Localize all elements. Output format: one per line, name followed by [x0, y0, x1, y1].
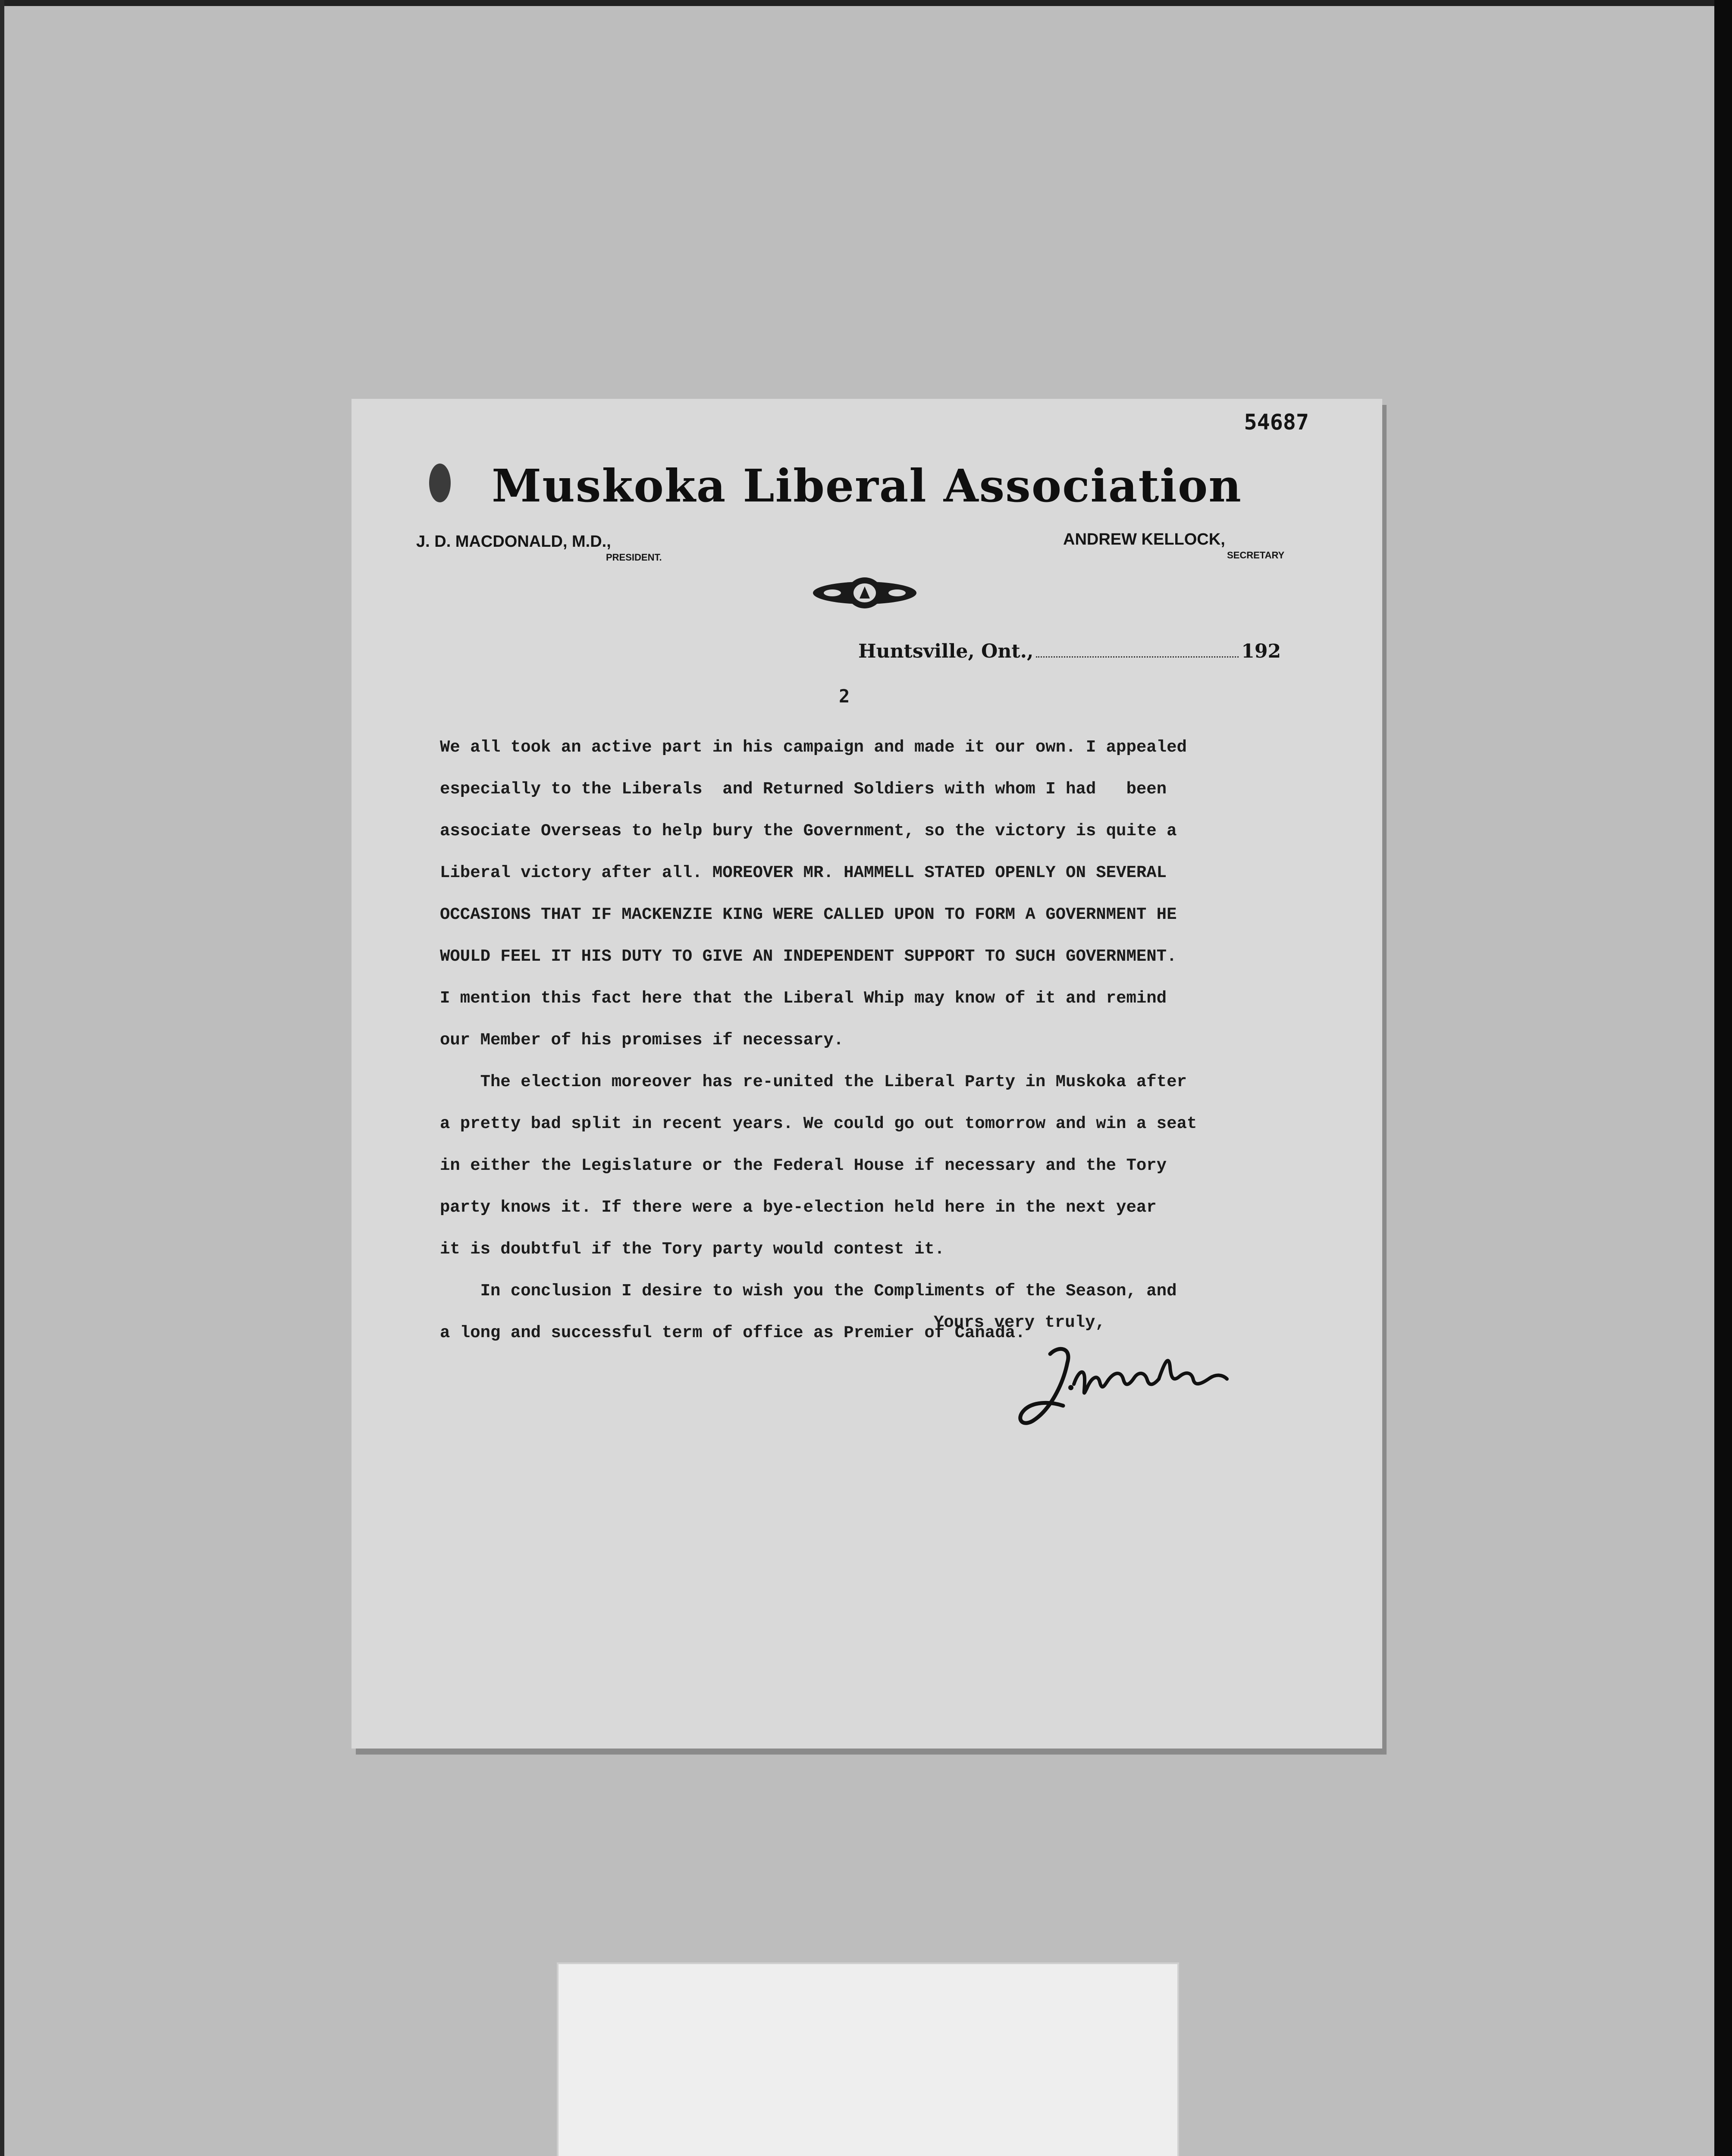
president-title: PRESIDENT.: [606, 552, 662, 563]
scan-left-edge: [0, 0, 4, 2156]
body-line: in either the Legislature or the Federal House if necessary and the Tory: [440, 1156, 1167, 1175]
body-line: In conclusion I desire to wish you the Compliments of the Season, and: [440, 1282, 1177, 1300]
scan-right-edge: [1714, 0, 1732, 2156]
body-line: a long and successful term of office as Premier of Canada.: [440, 1323, 1026, 1342]
date-blank: [1036, 656, 1239, 658]
letter-page: [351, 399, 1382, 1749]
letterhead-ornament-icon: [809, 573, 921, 612]
secretary-name: ANDREW KELLOCK,: [1063, 530, 1225, 548]
body-line: especially to the Liberals and Returned Soldiers with whom I had been: [440, 780, 1167, 799]
document-number: 54687: [1244, 410, 1309, 435]
letter-body: [440, 727, 1367, 1354]
body-line: We all took an active part in his campaign and made it our own. I appealed: [440, 738, 1187, 757]
body-line: Liberal victory after all. MOREOVER MR. HAMMELL STATED OPENLY ON SEVERAL: [440, 863, 1167, 882]
secretary-title: SECRETARY: [1227, 550, 1285, 561]
body-line: OCCASIONS THAT IF MACKENZIE KING WERE CALLED UPON TO FORM A GOVERNMENT HE: [440, 905, 1177, 924]
body-line: WOULD FEEL IT HIS DUTY TO GIVE AN INDEPENDENT SUPPORT TO SUCH GOVERNMENT.: [440, 947, 1177, 966]
date-line: [858, 640, 1281, 662]
scan-top-edge: [0, 0, 1732, 6]
year-prefix: 192: [1241, 640, 1281, 662]
signature-icon: [998, 1337, 1240, 1436]
archive-label-card: [559, 1964, 1177, 2156]
body-line: a pretty bad split in recent years. We could go out tomorrow and win a seat: [440, 1114, 1197, 1133]
body-line: associate Overseas to help bury the Government, so the victory is quite a: [440, 821, 1177, 840]
closing: Yours very truly,: [934, 1313, 1105, 1332]
body-line: I mention this fact here that the Liberal Whip may know of it and remind: [440, 989, 1167, 1008]
body-line: party knows it. If there were a bye-election held here in the next year: [440, 1198, 1157, 1217]
letterhead-organization: Muskoka Liberal Association: [492, 459, 1242, 512]
body-line: it is doubtful if the Tory party would contest it.: [440, 1240, 945, 1259]
president-name: J. D. MACDONALD, M.D.,: [416, 533, 611, 551]
place-text: Huntsville, Ont.,: [858, 640, 1034, 662]
page-number: 2: [839, 686, 850, 707]
body-line: our Member of his promises if necessary.: [440, 1031, 844, 1050]
body-line: The election moreover has re-united the Liberal Party in Muskoka after: [440, 1072, 1187, 1091]
